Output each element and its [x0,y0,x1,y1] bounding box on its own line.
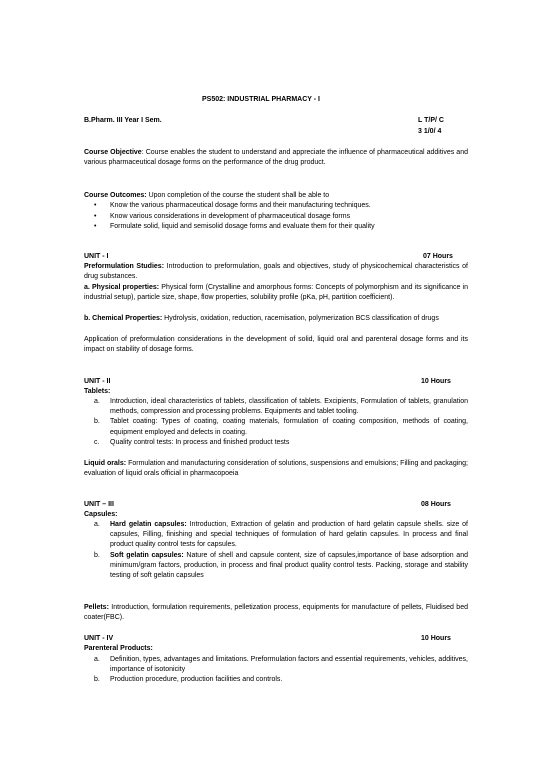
list-marker: b. [94,551,100,559]
course-outcomes [84,191,468,201]
list-item [84,397,468,417]
liquid-orals-text: Formulation and manufacturing consideration of solutions, suspensions and emulsions; Filling and packaging; evaluation of liquid orals official in pharmacopoeia [84,460,468,478]
chemical-text: Hydrolysis, oxidation, reduction, racemisation, polymerization BCS classification of drugs [162,315,439,322]
list-marker: a. [94,521,100,528]
list-item [84,417,468,437]
objective-label: Course Objective [84,149,142,156]
list-item: • Know the various pharmaceutical dosage forms and their manufacturing techniques. [84,201,468,212]
soft-capsules-label: Soft gelatin capsules: [110,551,184,559]
unit1-hours: 07 Hours [423,253,453,260]
outcomes-list [84,201,468,233]
unit1-application: Application of preformulation considerations in the development of solid, liquid oral and parenteral dosage forms and its impact on stability of dosage forms. [84,336,468,354]
list-item [84,438,468,448]
list-marker: a. [94,656,100,663]
outcomes-label: Course Outcomes: [84,192,147,199]
list-item-text: Tablet coating: Types of coating, coating materials, formulation of coating composition, methods of coating, equipment employed and defects in coating. [110,418,468,436]
outcomes-intro: Upon completion of the course the student shall be able to [146,192,330,199]
list-item [84,520,468,551]
unit4-hours: 10 Hours [421,635,451,642]
capsules-list [84,520,468,581]
list-item-text: Introduction, Extraction of gelatin and production of hard gelatin capsule shells. size of capsules, Filling, finishing and special techniques of formulation of hard gelatin capsules. In process and final product quality control tests for capsules. [110,521,468,549]
tablets-list [84,397,468,448]
list-item-text: Definition, types, advantages and limitations. Preformulation factors and essential requirements, vehicles, additives, importance of isotonicity [110,656,468,674]
physical-label: a. Physical properties: [84,284,160,291]
list-marker: a. [94,398,100,405]
capsules-heading: Capsules: [84,511,118,518]
preformulation-text: Introduction to preformulation, goals and objectives, study of physicochemical characteristics of drug substances. [84,263,469,281]
ltpc-label: L T/P/ C [418,117,444,124]
physical-text: Physical form (Crystalline and amorphous forms: Concepts of polymorphism and its significance in industrial setup), particle size, shape, flow properties, solubility profile (pKa, pH, partition coefficient). [84,284,469,302]
list-item [84,675,468,685]
list-item-text: Introduction, ideal characteristics of tablets, classification of tablets. Excipients, Formulation of tablets, granulation methods, compression and processing problems. Equipments and tablet tooling. [110,398,468,416]
list-marker: b. [94,418,100,426]
parenteral-heading: Parenteral Products: [84,645,153,652]
unit1-physical [84,283,468,303]
list-item-text: Nature of shell and capsule content, size of capsules,importance of base adsorption and minimum/gram factors, production, in process and final product quality control tests. Packing, storage and stability testing of soft gelatin capsules [110,551,468,580]
list-marker: c. [94,438,100,446]
list-item-text: Quality control tests: In process and finished product tests [110,438,290,446]
tablets-heading: Tablets: [84,388,111,395]
parenteral-list [84,655,468,686]
liquid-orals-label: Liquid orals: [84,460,127,467]
unit2-label: UNIT - II [84,378,111,385]
unit2-hours: 10 Hours [421,378,451,385]
course-objective [84,148,468,168]
chemical-label: b. Chemical Properties: [84,315,163,322]
unit3-label: UNIT – III [84,501,114,508]
pellets [84,603,468,623]
unit1-label: UNIT - I [84,253,109,260]
list-item: • Formulate solid, liquid and semisolid dosage forms and evaluate them for their quality [84,222,468,233]
program-label: B.Pharm. III Year I Sem. [84,117,162,124]
list-item-text: Production procedure, production facilities and controls. [110,676,283,684]
unit1-chemical [84,314,468,324]
ltpc-values: 3 1/0/ 4 [418,128,442,135]
list-marker: b. [94,676,100,684]
unit4-label: UNIT - IV [84,635,114,642]
course-title: PS502: INDUSTRIAL PHARMACY - I [202,96,320,103]
unit1-preformulation [84,262,468,282]
hard-capsules-label: Hard gelatin capsules: [110,521,187,528]
unit3-hours: 08 Hours [421,501,451,508]
list-item [84,551,468,582]
list-item: • Know various considerations in development of pharmaceutical dosage forms [84,212,468,223]
liquid-orals [84,459,468,479]
objective-text: : Course enables the student to understand and appreciate the influence of pharmaceutical additives and various pharmaceutical dosage forms on the performance of the drug product. [84,149,468,167]
pellets-label: Pellets: [84,604,109,611]
list-item [84,655,468,675]
pellets-text: Introduction, formulation requirements, pelletization process, equipments for manufacture of pellets, Fluidised bed coater(FBC). [84,604,468,622]
preformulation-label: Preformulation Studies: [84,263,165,270]
